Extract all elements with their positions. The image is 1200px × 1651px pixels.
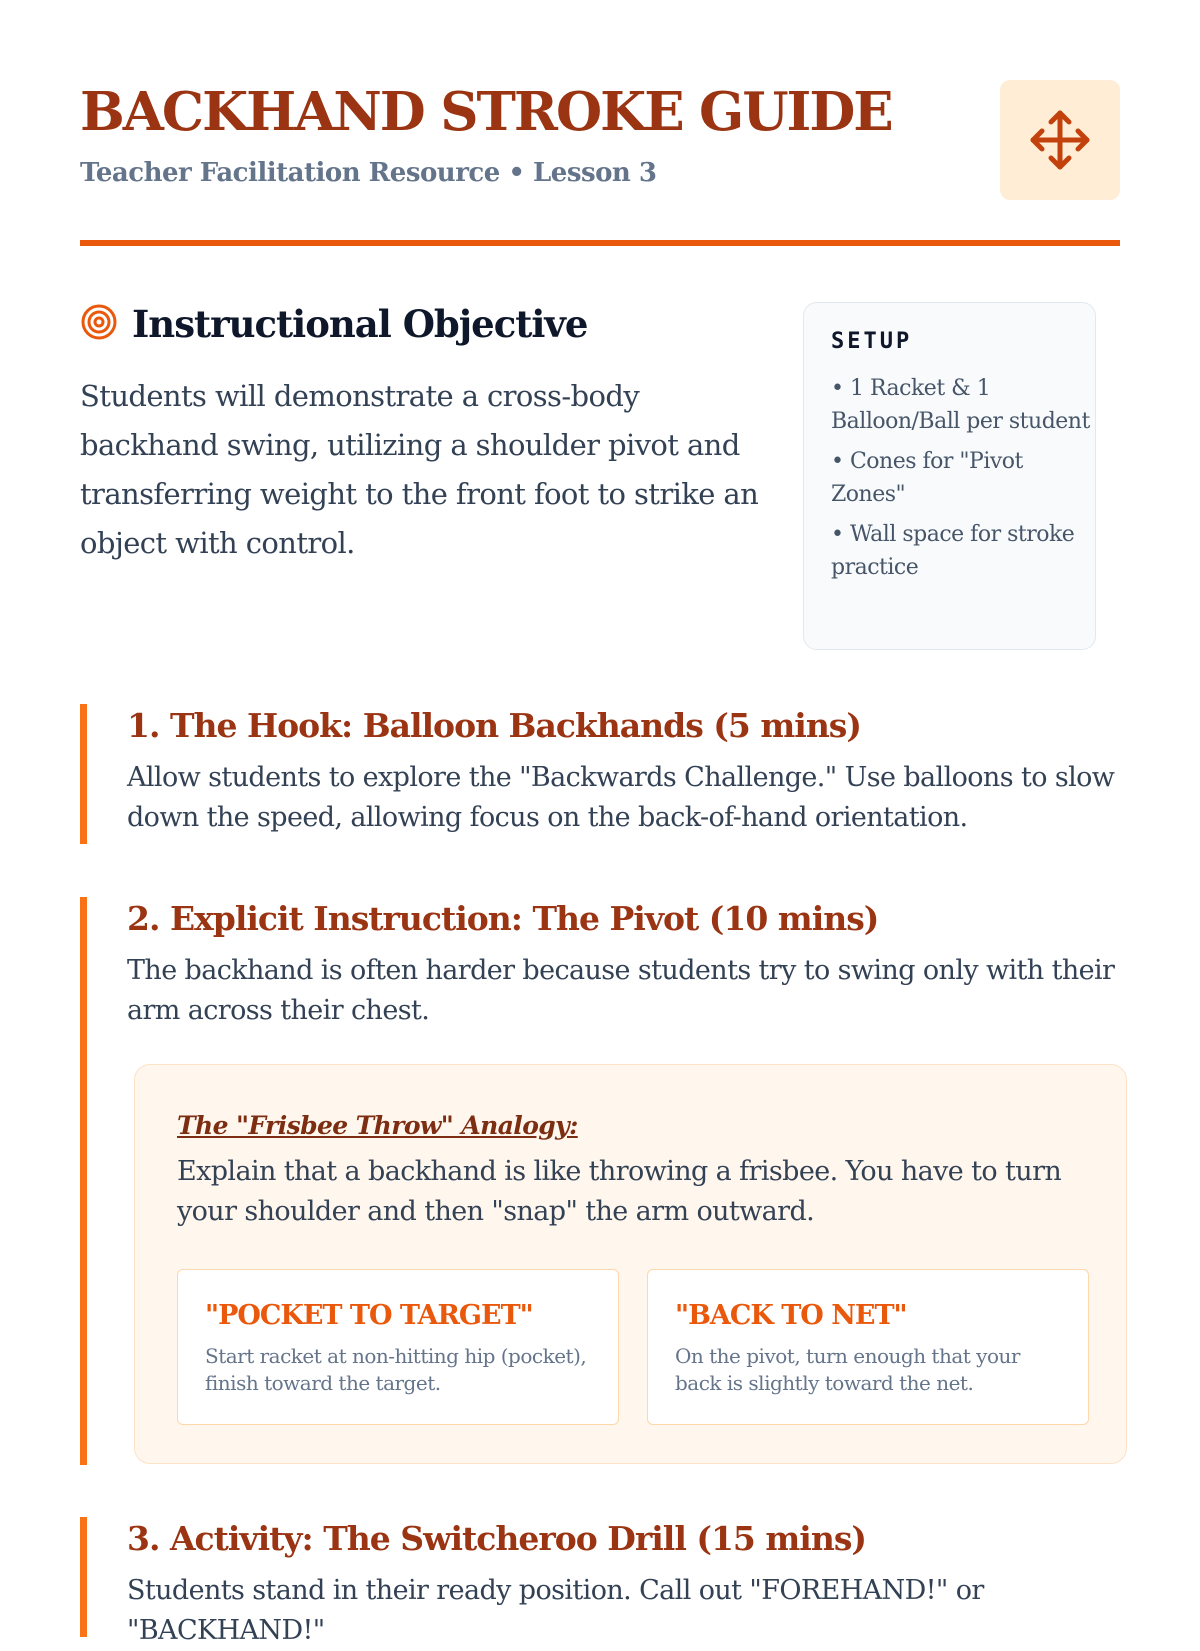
section-text: Students stand in their ready position. Call out "FOREHAND!" or "BACKHAND!" bbox=[127, 1575, 984, 1646]
section-text: Allow students to explore the "Backwards Challenge." Use balloons to slow down the speed, allowing focus on the back-of-hand orientation. bbox=[127, 762, 1115, 833]
setup-item: • Cones for "Pivot Zones" bbox=[831, 449, 1023, 507]
cue-card-back-to-net bbox=[647, 1269, 1089, 1425]
setup-box bbox=[803, 302, 1096, 650]
section-title: 2. Explicit Instruction: The Pivot (10 mins) bbox=[127, 899, 879, 938]
cue-cards bbox=[177, 1269, 1089, 1425]
objective-heading bbox=[80, 302, 760, 346]
cue-card-text: On the pivot, turn enough that your back is slightly toward the net. bbox=[675, 1344, 1020, 1395]
analogy-title: The "Frisbee Throw" Analogy: bbox=[177, 1111, 578, 1140]
analogy-text: Explain that a backhand is like throwing a frisbee. You have to turn your shoulder and then "snap" the arm outward. bbox=[177, 1156, 1062, 1227]
setup-item: • Wall space for stroke practice bbox=[831, 522, 1075, 580]
setup-title: SETUP bbox=[831, 329, 913, 354]
objective-section bbox=[80, 302, 760, 568]
objective-title: Instructional Objective bbox=[132, 302, 588, 346]
section-title: 1. The Hook: Balloon Backhands (5 mins) bbox=[127, 706, 862, 745]
section-activity bbox=[80, 1517, 1120, 1646]
cue-card-pocket-to-target bbox=[177, 1269, 619, 1425]
cue-card-text: Start racket at non-hitting hip (pocket), finish toward the target. bbox=[205, 1344, 587, 1395]
objective-text: Students will demonstrate a cross-body backhand swing, utilizing a shoulder pivot and transferring weight to the front foot to strike an object with control. bbox=[80, 379, 759, 560]
page-subtitle: Teacher Facilitation Resource • Lesson 3 bbox=[80, 158, 657, 188]
page-title: BACKHAND STROKE GUIDE bbox=[80, 81, 892, 143]
cue-card-title: "BACK TO NET" bbox=[675, 1300, 907, 1331]
move-arrows-icon bbox=[1000, 80, 1120, 200]
analogy-box bbox=[134, 1064, 1127, 1464]
header-divider bbox=[80, 240, 1120, 246]
section-text: The backhand is often harder because students try to swing only with their arm across their chest. bbox=[127, 955, 1115, 1026]
setup-list bbox=[831, 372, 1095, 584]
cue-card-title: "POCKET TO TARGET" bbox=[205, 1300, 533, 1331]
target-icon bbox=[80, 303, 118, 345]
section-explicit-instruction bbox=[80, 897, 1120, 1465]
setup-item: • 1 Racket & 1 Balloon/Ball per student bbox=[831, 376, 1090, 434]
section-title: 3. Activity: The Switcheroo Drill (15 mins) bbox=[127, 1519, 867, 1558]
section-hook bbox=[80, 704, 1120, 844]
